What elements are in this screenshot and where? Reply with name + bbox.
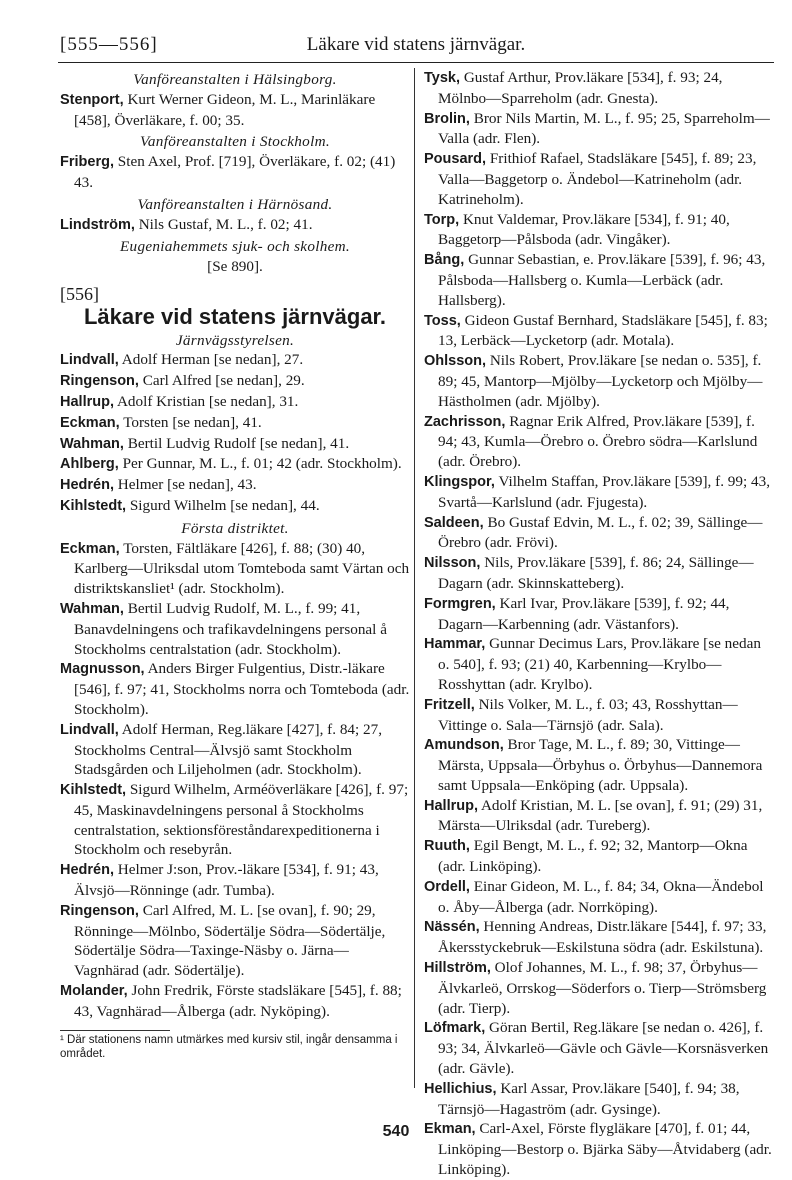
entry-name: Ringenson, [60, 373, 139, 390]
entry-text: Bror Tage, M. L., f. 89; 30, Vittinge—Märsta, Uppsala—Örbyhus o. Örbyhus—Dannemora samt Uppsala—Enköping (adr. Uppsala). [438, 736, 763, 794]
entry-text: Bo Gustaf Edvin, M. L., f. 02; 39, Sällinge—Örebro (adr. Frövi). [438, 513, 763, 552]
entry-text: Vilhelm Staffan, Prov.läkare [539], f. 99; 43, Svartå—Karlslund (adr. Fjugesta). [438, 472, 770, 511]
left-column [60, 68, 410, 1061]
entry-text: Bertil Ludvig Rudolf [se nedan], 41. [127, 434, 350, 452]
forsta-distriktet-list [60, 539, 410, 1022]
entry-text: Adolf Kristian, M. L. [se ovan], f. 91; (29) 31, Märsta—Ulriksdal (adr. Tureberg). [438, 796, 763, 835]
entry [424, 594, 774, 635]
entry [424, 553, 774, 594]
entry [424, 513, 774, 554]
entry [424, 210, 774, 251]
entry-name: Torp, [424, 211, 460, 228]
entry [424, 917, 774, 958]
entry-name: Toss, [424, 312, 461, 329]
entry-name: Hellichius, [424, 1080, 497, 1097]
entry-name: Ringenson, [60, 902, 139, 919]
entry-name: Nilsson, [424, 555, 481, 572]
right-column [424, 68, 774, 1180]
entry-text: Nils Robert, Prov.läkare [se nedan o. 535], f. 89; 45, Mantorp—Mjölby—Lycketorp och Mjölby—Hästholmen (adr. Mjölby). [438, 352, 763, 410]
entry [424, 109, 774, 150]
entry-text: Nils, Prov.läkare [539], f. 86; 24, Sällinge—Dagarn (adr. Skinnskatteberg). [438, 554, 754, 592]
entry-text: Olof Johannes, M. L., f. 98; 37, Örbyhus—Älvkarleö, Orrskog—Söderfors o. Tierp—Strömsberg (adr. Tierp). [438, 959, 767, 1017]
entry-name: Saldeen, [424, 514, 484, 531]
page-number: 540 [382, 1123, 410, 1140]
entry [424, 735, 774, 795]
entry-name: Friberg, [60, 154, 114, 171]
entry-name: Wahman, [60, 600, 124, 617]
entry [424, 695, 774, 736]
entry [424, 472, 774, 513]
entry-text: Karl Assar, Prov.läkare [540], f. 94; 38, Tärnsjö—Hagaström (adr. Gysinge). [438, 1079, 740, 1118]
entry-text: Gunnar Sebastian, e. Prov.läkare [539], f. 96; 43, Pålsboda—Hallsberg o. Kumla—Lerbäck (adr. Hallsberg). [438, 251, 766, 309]
footnote-rule [60, 1030, 170, 1031]
entry [424, 1079, 774, 1120]
entry [60, 860, 410, 901]
entry-text: Carl Alfred [se nedan], 29. [142, 372, 305, 390]
cross-reference: [Se 890]. [207, 258, 263, 276]
subheading: Första distriktet. [181, 519, 289, 537]
entry [60, 454, 410, 475]
entry-text: Frithiof Rafael, Stadsläkare [545], f. 89; 23, Valla—Baggetorp o. Ändebol—Katrineholm (adr. Katrineholm). [438, 150, 757, 208]
entry-text: Sigurd Wilhelm, Arméöverläkare [426], f. 97; 45, Maskinavdelningens personal å Stockholms centralstation, sektionsföreståndarexpeditionerna i Stockholm och resebyrån. [74, 781, 409, 859]
section-title: Läkare vid statens järnvägar. [83, 303, 387, 329]
entry [60, 392, 410, 413]
entry-text: Per Gunnar, M. L., f. 01; 42 (adr. Stockholm). [122, 455, 402, 473]
entry-name: Ruuth, [424, 838, 470, 855]
entry [424, 877, 774, 918]
subheading: Järnvägsstyrelsen. [175, 331, 295, 349]
entry-name: Eckman, [60, 414, 120, 431]
entry-text: Knut Valdemar, Prov.läkare [534], f. 91; 40, Baggetorp—Pålsboda (adr. Vingåker). [438, 210, 730, 249]
entry [60, 350, 410, 371]
entry-text: Henning Andreas, Distr.läkare [544], f. 97; 33, Åkersstyckebruk—Eskilstuna södra (adr. Eskilstuna). [438, 918, 767, 957]
entry [60, 659, 410, 719]
entry [60, 434, 410, 455]
right-entry-list [424, 68, 774, 1180]
entry-text: Bror Nils Martin, M. L., f. 95; 25, Sparreholm—Valla (adr. Flen). [438, 109, 770, 148]
entry-name: Hallrup, [424, 797, 478, 814]
entry [424, 311, 774, 352]
entry [424, 796, 774, 837]
entry-text: Egil Bengt, M. L., f. 92; 32, Mantorp—Okna (adr. Linköping). [438, 837, 748, 876]
entry-name: Zachrisson, [424, 413, 506, 430]
entry-name: Tysk, [424, 70, 461, 86]
section-number-row [60, 285, 410, 305]
entry [60, 780, 410, 860]
column-divider [414, 68, 415, 1088]
running-title: Läkare vid statens järnvägar. [306, 34, 526, 55]
styrelsen-list [60, 350, 410, 516]
entry-name: Fritzell, [424, 696, 475, 713]
entry [60, 496, 410, 517]
entry-name: Löfmark, [424, 1020, 486, 1037]
entry-name: Stenport, [60, 91, 124, 108]
entry-text: Adolf Herman, Reg.läkare [427], f. 84; 27, Stockholms Central—Älvsjö samt Stockholm Stadsgården och Liljeholmen (adr. Stockholm). [74, 720, 383, 779]
entry [60, 720, 410, 780]
entry-text: Göran Bertil, Reg.läkare [se nedan o. 426], f. 93; 34, Älvkarleö—Gävle och Gävle—Korsnäsverken (adr. Gävle). [438, 1019, 769, 1078]
entry-text: Nils Volker, M. L., f. 03; 43, Rosshyttan—Vittinge o. Sala—Tärnsjö (adr. Sala). [438, 695, 738, 734]
entry [424, 634, 774, 694]
entry-name: Eckman, [60, 540, 120, 557]
entry [424, 836, 774, 877]
page-header [58, 28, 774, 63]
entry-text: Gustaf Arthur, Prov.läkare [534], f. 93; 24, Mölnbo—Sparreholm (adr. Gnesta). [438, 69, 723, 107]
entry [424, 351, 774, 411]
entry-text: Adolf Kristian [se nedan], 31. [116, 392, 299, 410]
entry-text: Nils Gustaf, M. L., f. 02; 41. [138, 215, 313, 233]
subheading: Vanföreanstalten i Härnösand. [137, 195, 333, 213]
subheading: Vanföreanstalten i Hälsingborg. [133, 71, 337, 88]
entry-name: Magnusson, [60, 661, 145, 678]
entry-name: Ohlsson, [424, 353, 487, 370]
entry [60, 539, 410, 599]
entry-text: Bertil Ludvig Rudolf, M. L., f. 99; 41, Banavdelningens och trafikavdelningens personal å Stockholms centralstation (adr. Stockholm). [74, 599, 387, 658]
entry [424, 250, 774, 310]
entry-text: Carl-Axel, Förste flygläkare [470], f. 01; 44, Linköping—Bestorp o. Bjärka Säby—Åtvidaberg (adr. Linköping). [438, 1120, 772, 1179]
entry [424, 149, 774, 209]
entry-name: Lindström, [60, 216, 135, 233]
entry [60, 215, 410, 236]
entry-name: Lindvall, [60, 352, 119, 369]
entry-text: Sigurd Wilhelm [se nedan], 44. [129, 496, 320, 514]
entry-name: Klingspor, [424, 473, 495, 490]
entry [60, 413, 410, 434]
section-number: [556] [60, 283, 99, 304]
entry-text: Helmer J:son, Prov.-läkare [534], f. 91; 43, Älvsjö—Rönninge (adr. Tumba). [74, 861, 379, 900]
entry-name: Ekman, [424, 1121, 476, 1138]
entry [60, 981, 410, 1022]
entry-text: Gunnar Decimus Lars, Prov.läkare [se nedan o. 540], f. 93; (21) 40, Karbenning—Krylbo—Rosshyttan (adr. Krylbo). [438, 635, 761, 693]
entry-text: Einar Gideon, M. L., f. 84; 34, Okna—Ändebol o. Åby—Ålberga (adr. Norrköping). [438, 877, 764, 916]
entry [424, 68, 774, 109]
entry-name: Ordell, [424, 878, 470, 895]
entry-name: Hallrup, [60, 393, 114, 410]
entry-name: Lindvall, [60, 721, 119, 738]
entry [60, 90, 410, 131]
entry-text: Helmer [se nedan], 43. [117, 476, 257, 494]
entry [60, 901, 410, 981]
entry-name: Amundson, [424, 737, 504, 754]
entry-name: Formgren, [424, 595, 496, 612]
entry-name: Hammar, [424, 636, 486, 653]
entry [60, 371, 410, 392]
entry-text: Sten Axel, Prof. [719], Överläkare, f. 02; (41) 43. [74, 153, 396, 191]
footnote: ¹ Där stationens namn utmärkes med kursiv stil, ingår densamma i området. [60, 1033, 398, 1060]
entry [424, 412, 774, 472]
entry-name: Brolin, [424, 110, 470, 127]
entry-name: Bång, [424, 252, 465, 269]
entry-text: John Fredrik, Förste stadsläkare [545], f. 88; 43, Vagnhärad—Ålberga (adr. Nyköping). [74, 982, 402, 1020]
entry-name: Hedrén, [60, 477, 114, 494]
entry-name: Pousard, [424, 151, 487, 168]
page-range: [555—556] [60, 34, 158, 55]
entry [60, 475, 410, 496]
entry-text: Carl Alfred, M. L. [se ovan], f. 90; 29, Rönninge—Mölnbo, Södertälje Södra—Södertälje, Södertälje Södra—Taxinge-Näsby o. Järna—Vagnhärad (adr. Södertälje). [74, 901, 386, 980]
entry-name: Kihlstedt, [60, 497, 127, 514]
entry-name: Nässén, [424, 919, 480, 936]
entry-text: Ragnar Erik Alfred, Prov.läkare [539], f. 94; 43, Kumla—Örebro o. Örebro södra—Karlslund (adr. Örebro). [438, 412, 758, 471]
entry-text: Adolf Herman [se nedan], 27. [121, 351, 304, 369]
entry-name: Hedrén, [60, 862, 114, 879]
entry-name: Kihlstedt, [60, 782, 127, 799]
entry-text: Kurt Werner Gideon, M. L., Marinläkare [458], Överläkare, f. 00; 35. [74, 90, 376, 129]
entry [60, 152, 410, 193]
entry-name: Wahman, [60, 435, 124, 452]
entry [424, 958, 774, 1018]
entry-name: Hillström, [424, 960, 491, 977]
entry-text: Gideon Gustaf Bernhard, Stadsläkare [545], f. 83; 13, Lerbäck—Lycketorp (adr. Motala). [438, 311, 768, 350]
entry-name: Molander, [60, 983, 128, 1000]
subheading: Eugeniahemmets sjuk- och skolhem. [119, 238, 351, 256]
entry-text: Anders Birger Fulgentius, Distr.-läkare [546], f. 97; 41, Stockholms norra och Tomteboda (adr. Stockholm). [74, 660, 410, 718]
entry [424, 1018, 774, 1078]
entry-name: Ahlberg, [60, 456, 119, 473]
subheading: Vanföreanstalten i Stockholm. [140, 133, 330, 151]
entry-text: Torsten, Fältläkare [426], f. 88; (30) 40, Karlberg—Ulriksdal utom Tomteboda samt Värtan och distriktskansliet¹ (adr. Stockholm). [74, 539, 410, 598]
entry-text: Torsten [se nedan], 41. [123, 413, 262, 431]
entry [60, 599, 410, 659]
entry-text: Karl Ivar, Prov.läkare [539], f. 92; 44, Dagarn—Karbenning (adr. Västanfors). [438, 594, 730, 633]
